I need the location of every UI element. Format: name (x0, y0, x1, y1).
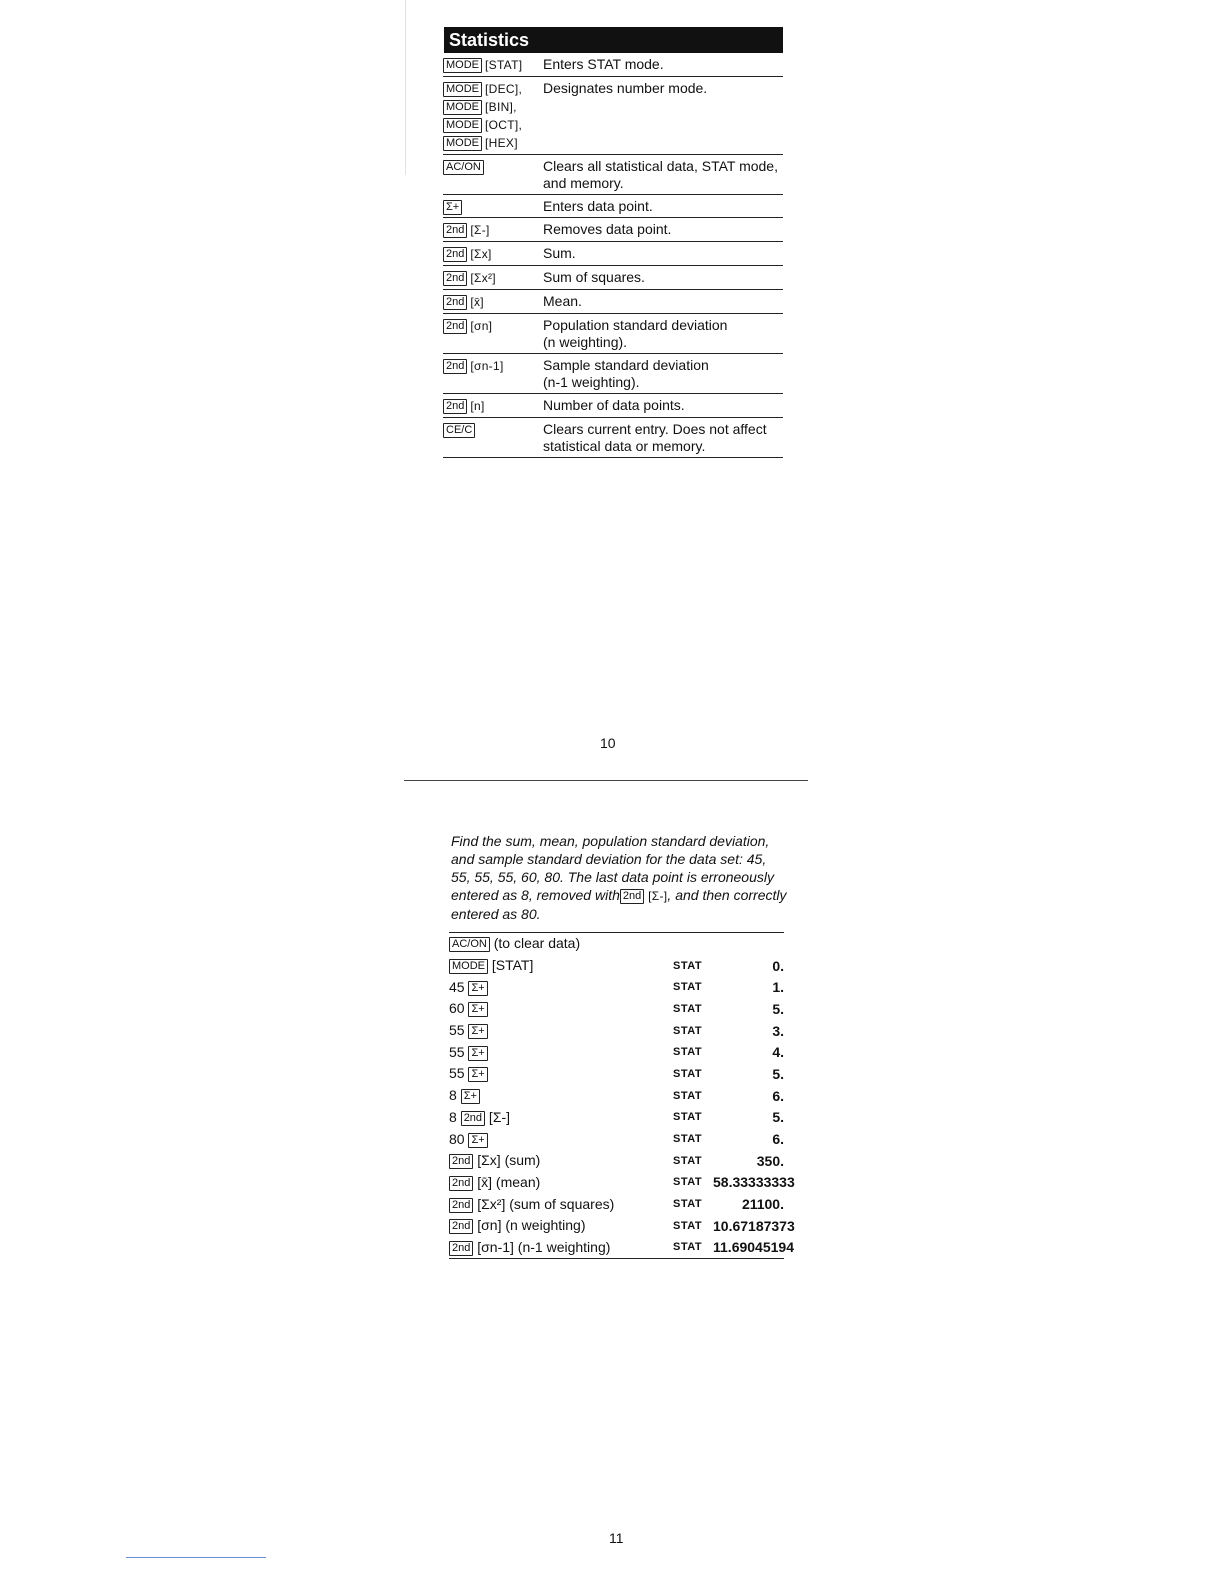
key-box: 2nd (443, 223, 467, 238)
keystrokes (449, 1239, 673, 1256)
description-line: statistical data or memory. (543, 438, 706, 454)
keystrokes (449, 1152, 673, 1169)
page-divider (404, 780, 808, 781)
keystroke-note: [Σx] (sum) (473, 1152, 541, 1169)
example-row (449, 1128, 784, 1150)
key-box: 2nd (449, 1176, 473, 1191)
second-function: [x̄] (470, 295, 484, 309)
keystroke-note: [STAT] (488, 957, 534, 974)
description (543, 198, 783, 215)
key-sequence (443, 56, 543, 74)
stat-indicator: STAT (673, 1154, 703, 1167)
reference-row (443, 53, 783, 77)
key-sequence (443, 245, 543, 263)
display-value: 21100. (741, 1196, 784, 1213)
page-number: 11 (609, 1530, 624, 1546)
example-row (449, 1215, 795, 1237)
second-function: [n] (470, 399, 485, 413)
entered-value: 60 (449, 1000, 469, 1017)
display-value: 6. (772, 1087, 784, 1104)
description-line: (n weighting). (543, 334, 628, 350)
key-sequence (443, 421, 543, 455)
keystrokes (449, 1131, 673, 1148)
problem-text: Find the sum, mean, population standard deviation, and sample standard deviation for the data set: 45, 55, 55, 55, 60, 80. The last data point is erroneously entered as 8, removed with (451, 833, 774, 903)
example-row (449, 1063, 784, 1085)
reference-row (443, 266, 783, 290)
page-margin-line (405, 0, 406, 175)
description (543, 56, 783, 74)
key-box: Σ+ (468, 981, 487, 996)
stat-indicator: STAT (673, 1219, 703, 1232)
stat-indicator: STAT (673, 959, 703, 972)
key-box: 2nd (449, 1198, 473, 1213)
example-row (449, 998, 784, 1020)
key-box: 2nd (449, 1219, 473, 1234)
stat-indicator: STAT (673, 1046, 703, 1059)
stat-indicator: STAT (673, 1133, 703, 1146)
key-box: 2nd (449, 1241, 473, 1256)
example-row (449, 1107, 784, 1129)
entered-value: 55 (449, 1022, 469, 1039)
keystrokes (449, 1109, 673, 1126)
keystrokes (449, 935, 673, 952)
reference-row (443, 394, 783, 418)
description-line: Sample standard deviation (543, 357, 709, 373)
key-box: AC/ON (449, 937, 490, 952)
stat-indicator: STAT (673, 1198, 703, 1211)
display-value: 58.33333333 (713, 1174, 795, 1191)
key-sequence (443, 317, 543, 351)
reference-row (443, 290, 783, 314)
second-function: [BIN], (485, 100, 517, 114)
example-row (449, 1085, 784, 1107)
reference-row (443, 155, 783, 195)
description (543, 158, 783, 192)
key-2nd: 2nd (620, 889, 644, 904)
example-row (449, 955, 784, 977)
description (543, 421, 783, 455)
section-title: Statistics (444, 27, 783, 53)
description (543, 221, 783, 239)
description-line: Enters STAT mode. (543, 56, 664, 72)
reference-row (443, 242, 783, 266)
example-problem (451, 832, 787, 923)
example-row (449, 933, 784, 955)
keystroke-example-table (449, 932, 795, 1259)
page-number: 10 (600, 735, 616, 751)
description (543, 357, 783, 391)
key-line (443, 357, 543, 375)
second-function: [σn-1] (470, 359, 504, 373)
key-line (443, 245, 543, 263)
key-line (443, 56, 543, 74)
example-row (449, 1150, 784, 1172)
stat-indicator: STAT (673, 1002, 703, 1015)
key-box: MODE (443, 118, 482, 133)
key-box: CE/C (443, 423, 475, 438)
second-function: [HEX] (485, 136, 518, 150)
description (543, 293, 783, 311)
example-row (449, 1237, 794, 1259)
description-line: Designates number mode. (543, 80, 708, 96)
statistics-reference (443, 27, 783, 458)
reference-row (443, 314, 783, 354)
description-line: Number of data points. (543, 397, 685, 413)
key-box: Σ+ (443, 200, 462, 215)
display-value: 1. (772, 979, 784, 996)
description (543, 317, 783, 351)
problem-text-end: , and then correctly entered as 80. (451, 887, 787, 922)
second-function: [Σ-] (470, 223, 490, 237)
key-sequence (443, 80, 543, 152)
entered-value: 8 (449, 1087, 461, 1104)
second-function: [DEC], (485, 82, 523, 96)
key-box: 2nd (443, 319, 467, 334)
reference-row (443, 195, 783, 218)
keystroke-note: [Σx²] (sum of squares) (473, 1195, 615, 1212)
example-row (449, 1020, 784, 1042)
key-box: 2nd (443, 271, 467, 286)
reference-row (443, 418, 783, 458)
stat-indicator: STAT (673, 1024, 703, 1037)
key-line (443, 221, 543, 239)
key-box: MODE (443, 82, 482, 97)
display-value: 5. (772, 1000, 784, 1017)
key-box: Σ+ (468, 1133, 487, 1148)
second-function: [Σx] (470, 247, 492, 261)
key-line (443, 293, 543, 311)
key-line (443, 269, 543, 287)
entered-value: 55 (449, 1065, 469, 1082)
keystroke-note: [σn-1] (n-1 weighting) (473, 1238, 611, 1255)
description (543, 269, 783, 287)
entered-value: 45 (449, 978, 469, 995)
entered-value: 80 (449, 1130, 469, 1147)
keystrokes (449, 1000, 673, 1017)
key-line (443, 134, 543, 152)
keystrokes (449, 1044, 673, 1061)
key-sequence (443, 158, 543, 192)
keystrokes (449, 1196, 673, 1213)
display-value: 3. (772, 1022, 784, 1039)
keystroke-note: [x̄] (mean) (473, 1173, 541, 1190)
key-box: Σ+ (461, 1089, 480, 1104)
keystroke-note: (to clear data) (489, 935, 581, 952)
stat-indicator: STAT (673, 981, 703, 994)
example-row (449, 1041, 784, 1063)
display-value: 10.67187373 (713, 1217, 795, 1234)
description-line: Clears current entry. Does not affect (543, 421, 767, 437)
description-line: Clears all statistical data, STAT mode, (543, 158, 778, 174)
keystrokes (449, 957, 673, 974)
key-box: Σ+ (468, 1046, 487, 1061)
key-box: 2nd (443, 295, 467, 310)
entered-value: 8 (449, 1108, 461, 1125)
key-box: Σ+ (468, 1024, 487, 1039)
key-sequence (443, 357, 543, 391)
key-box: Σ+ (468, 1002, 487, 1017)
stat-indicator: STAT (673, 1241, 703, 1254)
description (543, 245, 783, 263)
example-row (449, 1172, 795, 1194)
display-value: 5. (772, 1109, 784, 1126)
keystrokes (449, 1087, 673, 1104)
description (543, 397, 783, 415)
example-row (449, 1193, 784, 1215)
keystrokes (449, 1217, 673, 1234)
key-line (443, 421, 543, 438)
description (543, 80, 783, 152)
display-value: 4. (772, 1044, 784, 1061)
reference-row (443, 77, 783, 155)
second-function: [Σx²] (470, 271, 496, 285)
stat-indicator: STAT (673, 1067, 703, 1080)
display-value: 11.69045194 (713, 1239, 794, 1256)
keystroke-note: [Σ-] (485, 1108, 511, 1125)
second-function: [σn] (470, 319, 493, 333)
key-box: 2nd (461, 1111, 485, 1126)
example-row (449, 976, 784, 998)
reference-table (443, 53, 783, 458)
key-line (443, 80, 543, 98)
description-line: (n-1 weighting). (543, 374, 640, 390)
key-sequence (443, 293, 543, 311)
key-line (443, 116, 543, 134)
key-box: MODE (443, 100, 482, 115)
key-sequence (443, 397, 543, 415)
key-box: MODE (443, 136, 482, 151)
keystrokes (449, 1174, 673, 1191)
display-value: 6. (772, 1131, 784, 1148)
keystrokes (449, 1022, 673, 1039)
footer-line (126, 1557, 266, 1558)
stat-indicator: STAT (673, 1111, 703, 1124)
keystroke-note: [σn] (n weighting) (473, 1217, 586, 1234)
key-line (443, 98, 543, 116)
description-line: Sum. (543, 245, 576, 261)
description-line: Removes data point. (543, 221, 672, 237)
display-value: 5. (772, 1065, 784, 1082)
key-box: 2nd (443, 247, 467, 262)
key-bracket: [Σ-] (648, 889, 668, 903)
keystrokes (449, 979, 673, 996)
description-line: Enters data point. (543, 198, 653, 214)
key-sequence (443, 269, 543, 287)
second-function: [STAT] (485, 58, 523, 72)
key-box: MODE (449, 959, 488, 974)
key-line (443, 317, 543, 335)
reference-row (443, 218, 783, 242)
key-line (443, 158, 543, 175)
display-value: 350. (756, 1152, 784, 1169)
second-function: [OCT], (485, 118, 523, 132)
entered-value: 55 (449, 1043, 469, 1060)
key-sequence (443, 221, 543, 239)
reference-row (443, 354, 783, 394)
key-box: 2nd (443, 399, 467, 414)
key-line (443, 397, 543, 415)
key-box: AC/ON (443, 160, 484, 175)
key-sequence (443, 198, 543, 215)
description-line: Sum of squares. (543, 269, 645, 285)
stat-indicator: STAT (673, 1089, 703, 1102)
key-box: 2nd (443, 359, 467, 374)
description-line: Population standard deviation (543, 317, 728, 333)
description-line: Mean. (543, 293, 582, 309)
key-box: Σ+ (468, 1067, 487, 1082)
key-box: MODE (443, 58, 482, 73)
stat-indicator: STAT (673, 1176, 703, 1189)
description-line: and memory. (543, 175, 624, 191)
keystrokes (449, 1065, 673, 1082)
display-value: 0. (772, 957, 784, 974)
key-box: 2nd (449, 1154, 473, 1169)
key-line (443, 198, 543, 215)
